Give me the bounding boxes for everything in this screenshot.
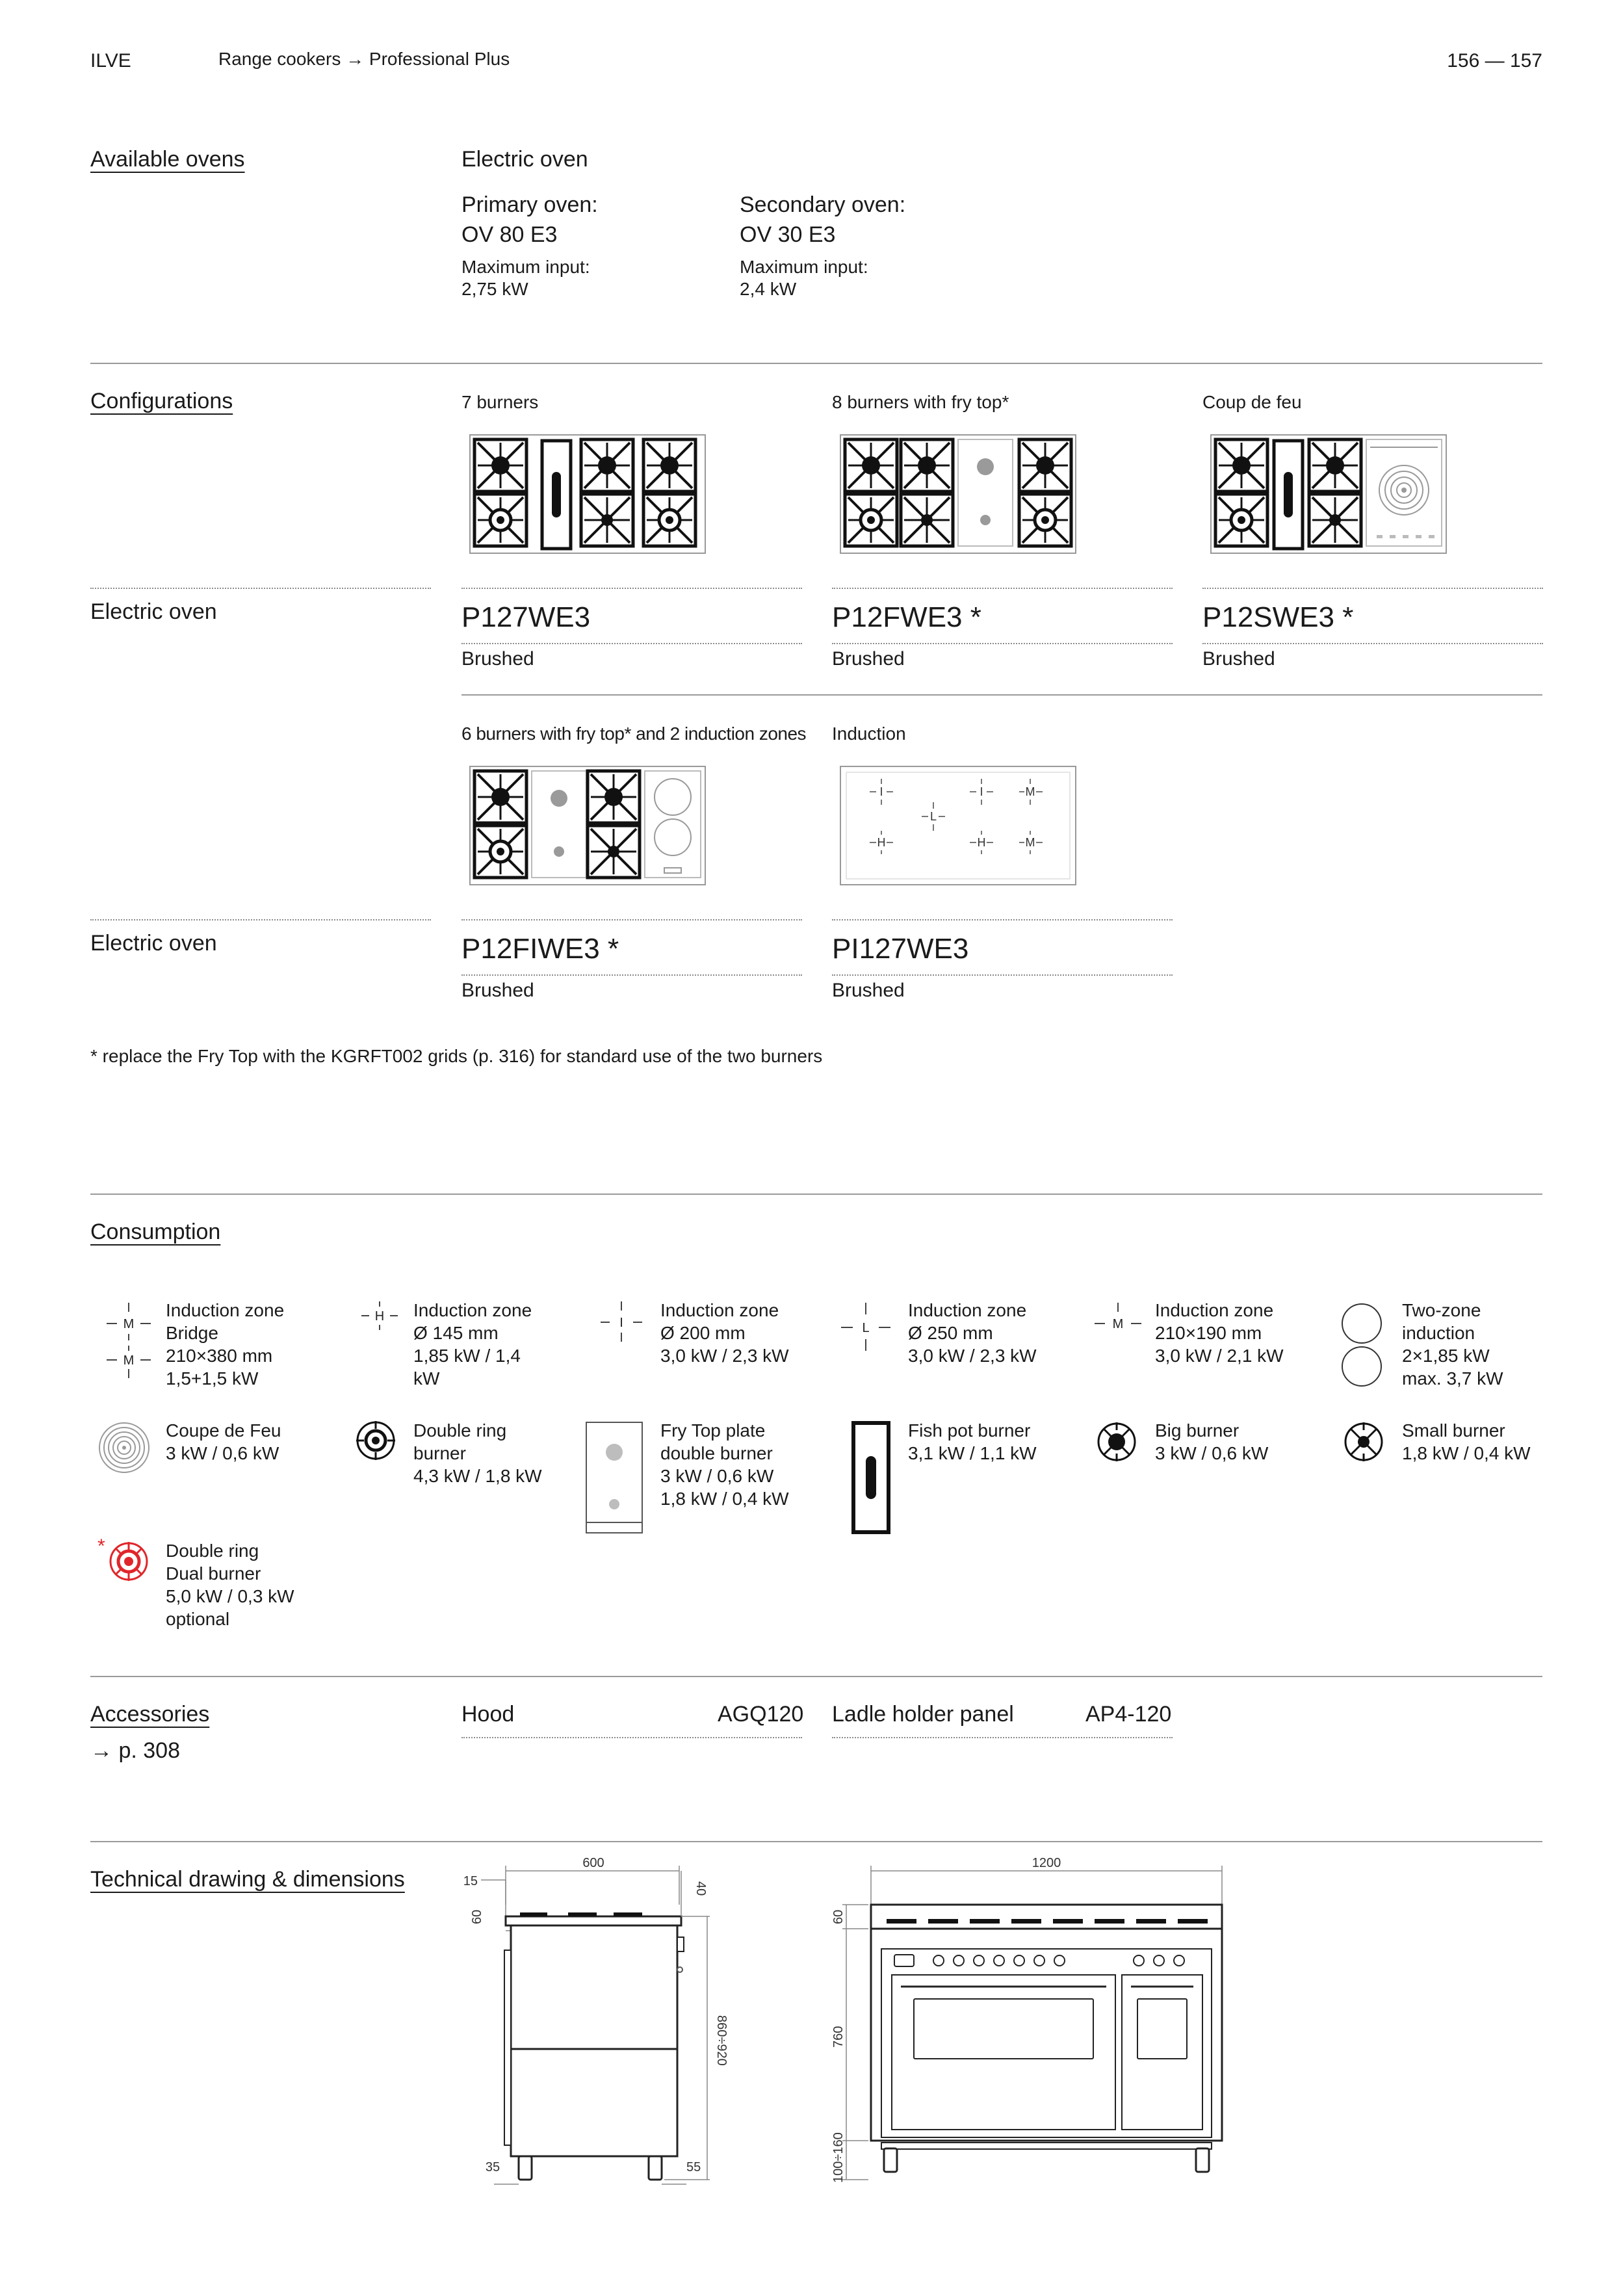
brand-label: ILVE: [90, 50, 131, 72]
dotted-rule: [1202, 643, 1543, 644]
consumption-label-small-burner: Small burner 1,8 kW / 0,4 kW: [1402, 1420, 1531, 1463]
consumption-label-200: Induction zone Ø 200 mm 3,0 kW / 2,3 kW: [660, 1300, 789, 1366]
big-burner-icon: [1096, 1421, 1137, 1463]
consumption-label-big-burner: Big burner 3 kW / 0,6 kW: [1155, 1420, 1269, 1463]
config-title: 7 burners: [461, 392, 539, 412]
consumption-label-250: Induction zone Ø 250 mm 3,0 kW / 2,3 kW: [908, 1300, 1037, 1366]
coupe-de-feu-icon: [97, 1421, 151, 1474]
icon-letter: H: [374, 1309, 385, 1324]
dotted-rule: [832, 588, 1173, 589]
section-title-consumption: Consumption: [90, 1220, 221, 1244]
induction-m-icon: [1092, 1300, 1144, 1342]
induction-letter: M: [1025, 785, 1035, 798]
dotted-rule: [832, 919, 1173, 920]
induction-letter: I: [879, 785, 883, 798]
config-title: 6 burners with fry top* and 2 induction zones: [461, 724, 807, 744]
dotted-rule: [461, 1737, 802, 1738]
dim-front-width: 1200: [1032, 1856, 1061, 1870]
accessory-code[interactable]: AGQ120: [718, 1702, 804, 1727]
optional-marker: *: [97, 1535, 105, 1557]
side-view-drawing: [455, 1853, 741, 2191]
secondary-oven-label: Secondary oven:: [740, 192, 906, 217]
accessories-page-link[interactable]: → p. 308: [90, 1738, 180, 1763]
finish-label: Brushed: [832, 980, 905, 1001]
dim-top-height: 60: [470, 1909, 484, 1924]
accessory-code[interactable]: AP4-120: [1085, 1702, 1172, 1727]
induction-l-icon: [838, 1300, 893, 1355]
dotted-rule: [461, 643, 802, 644]
consumption-label-coupe-de-feu: Coupe de Feu 3 kW / 0,6 kW: [166, 1420, 281, 1463]
row-label-electric-oven: Electric oven: [90, 931, 217, 956]
breadcrumb[interactable]: Range cookers → Professional Plus: [218, 49, 510, 69]
induction-letter: H: [977, 836, 986, 849]
divider: [90, 363, 1542, 364]
dim-foot-right: 55: [686, 2160, 701, 2174]
fish-pot-burner-icon: [851, 1421, 890, 1534]
dim-front-leg-range: 100÷160: [831, 2132, 846, 2183]
config-coup-de-feu-drawing[interactable]: [1210, 434, 1447, 554]
consumption-label-bridge: Induction zone Bridge 210×380 mm 1,5+1,5 kW: [166, 1300, 285, 1389]
two-zone-induction-icon: [1339, 1300, 1384, 1389]
config-fry-top-drawing[interactable]: [840, 434, 1076, 554]
model-code[interactable]: P127WE3: [461, 601, 591, 633]
secondary-input-label: Maximum input:: [740, 257, 868, 277]
induction-letter: I: [980, 785, 983, 798]
consumption-label-fry-top: Fry Top plate double burner 3 kW / 0,6 kW 1,8 kW / 0,4 kW: [660, 1420, 789, 1509]
front-view-drawing: [829, 1853, 1232, 2191]
config-fry-top-induction-drawing[interactable]: [469, 766, 706, 885]
config-title: 8 burners with fry top*: [832, 392, 1009, 412]
induction-i-icon: [598, 1300, 645, 1347]
icon-letter: M: [123, 1353, 135, 1368]
dotted-rule: [832, 974, 1173, 976]
icon-letter: L: [862, 1321, 870, 1335]
divider: [461, 694, 1542, 696]
dotted-rule: [461, 974, 802, 976]
finish-label: Brushed: [832, 648, 905, 670]
divider: [90, 1676, 1542, 1677]
finish-label: Brushed: [1202, 648, 1275, 670]
induction-h-icon: [359, 1300, 400, 1342]
config-title: Induction: [832, 724, 906, 744]
consumption-label-210x190: Induction zone 210×190 mm 3,0 kW / 2,1 kW: [1155, 1300, 1284, 1366]
consumption-label-145: Induction zone Ø 145 mm 1,85 kW / 1,4 kW: [413, 1300, 532, 1389]
accessory-name: Ladle holder panel: [832, 1702, 1014, 1727]
section-title-accessories: Accessories: [90, 1702, 210, 1727]
induction-letter: H: [877, 836, 886, 849]
model-code[interactable]: PI127WE3: [832, 933, 969, 965]
dim-front-top-height: 60: [831, 1909, 846, 1924]
dotted-rule: [90, 588, 431, 589]
icon-letter: M: [123, 1317, 135, 1331]
page-numbers: 156 — 157: [1447, 50, 1542, 72]
section-title-configurations: Configurations: [90, 389, 233, 413]
oven-type: Electric oven: [461, 147, 588, 172]
dim-top-offset: 15: [463, 1874, 478, 1888]
primary-input-value: 2,75 kW: [461, 279, 528, 299]
primary-input-label: Maximum input:: [461, 257, 590, 277]
divider: [90, 1841, 1542, 1842]
dim-right-offset: 40: [694, 1881, 708, 1896]
secondary-oven-model: OV 30 E3: [740, 222, 836, 247]
consumption-label-dual-burner: Double ring Dual burner 5,0 kW / 0,3 kW optional: [166, 1541, 294, 1629]
model-code[interactable]: P12FWE3 *: [832, 601, 981, 633]
induction-letter: L: [929, 810, 937, 823]
consumption-label-double-ring: Double ring burner 4,3 kW / 1,8 kW: [413, 1420, 542, 1486]
dotted-rule: [1202, 588, 1543, 589]
finish-label: Brushed: [461, 980, 534, 1001]
icon-letter: M: [1112, 1317, 1124, 1331]
finish-label: Brushed: [461, 648, 534, 670]
icon-letter: I: [619, 1316, 623, 1330]
double-ring-burner-icon: [355, 1420, 396, 1461]
secondary-input-value: 2,4 kW: [740, 279, 797, 299]
small-burner-icon: [1343, 1421, 1384, 1463]
config-7-burners-drawing[interactable]: [469, 434, 706, 554]
fry-top-plate-icon: [585, 1421, 643, 1534]
config-title: Coup de feu: [1202, 392, 1302, 412]
secondary-oven: [740, 191, 905, 300]
dim-front-body-height: 760: [831, 2026, 846, 2048]
model-code[interactable]: P12FIWE3 *: [461, 933, 619, 965]
dotted-rule: [832, 643, 1173, 644]
induction-bridge-icon: [103, 1300, 155, 1383]
accessory-name: Hood: [461, 1702, 515, 1727]
footnote: * replace the Fry Top with the KGRFT002 grids (p. 316) for standard use of the two burners: [90, 1046, 823, 1066]
section-title-technical: Technical drawing & dimensions: [90, 1867, 405, 1892]
model-code[interactable]: P12SWE3 *: [1202, 601, 1354, 633]
config-induction-drawing[interactable]: [840, 766, 1076, 885]
primary-oven-label: Primary oven:: [461, 192, 598, 217]
dual-burner-icon: [108, 1541, 149, 1582]
dim-height-range: 860÷920: [714, 2015, 729, 2066]
divider: [90, 1194, 1542, 1195]
row-label-electric-oven: Electric oven: [90, 599, 217, 624]
induction-letter: M: [1025, 836, 1035, 849]
dotted-rule: [832, 1737, 1173, 1738]
dim-width: 600: [582, 1856, 604, 1870]
primary-oven-model: OV 80 E3: [461, 222, 558, 247]
dotted-rule: [461, 588, 802, 589]
consumption-label-two-zone: Two-zone induction 2×1,85 kW max. 3,7 kW: [1402, 1300, 1503, 1389]
section-title-ovens: Available ovens: [90, 147, 245, 172]
dim-foot-left: 35: [485, 2160, 500, 2174]
primary-oven: [461, 191, 598, 300]
dotted-rule: [461, 919, 802, 920]
dotted-rule: [90, 919, 431, 920]
consumption-label-fish-pot: Fish pot burner 3,1 kW / 1,1 kW: [908, 1420, 1037, 1463]
